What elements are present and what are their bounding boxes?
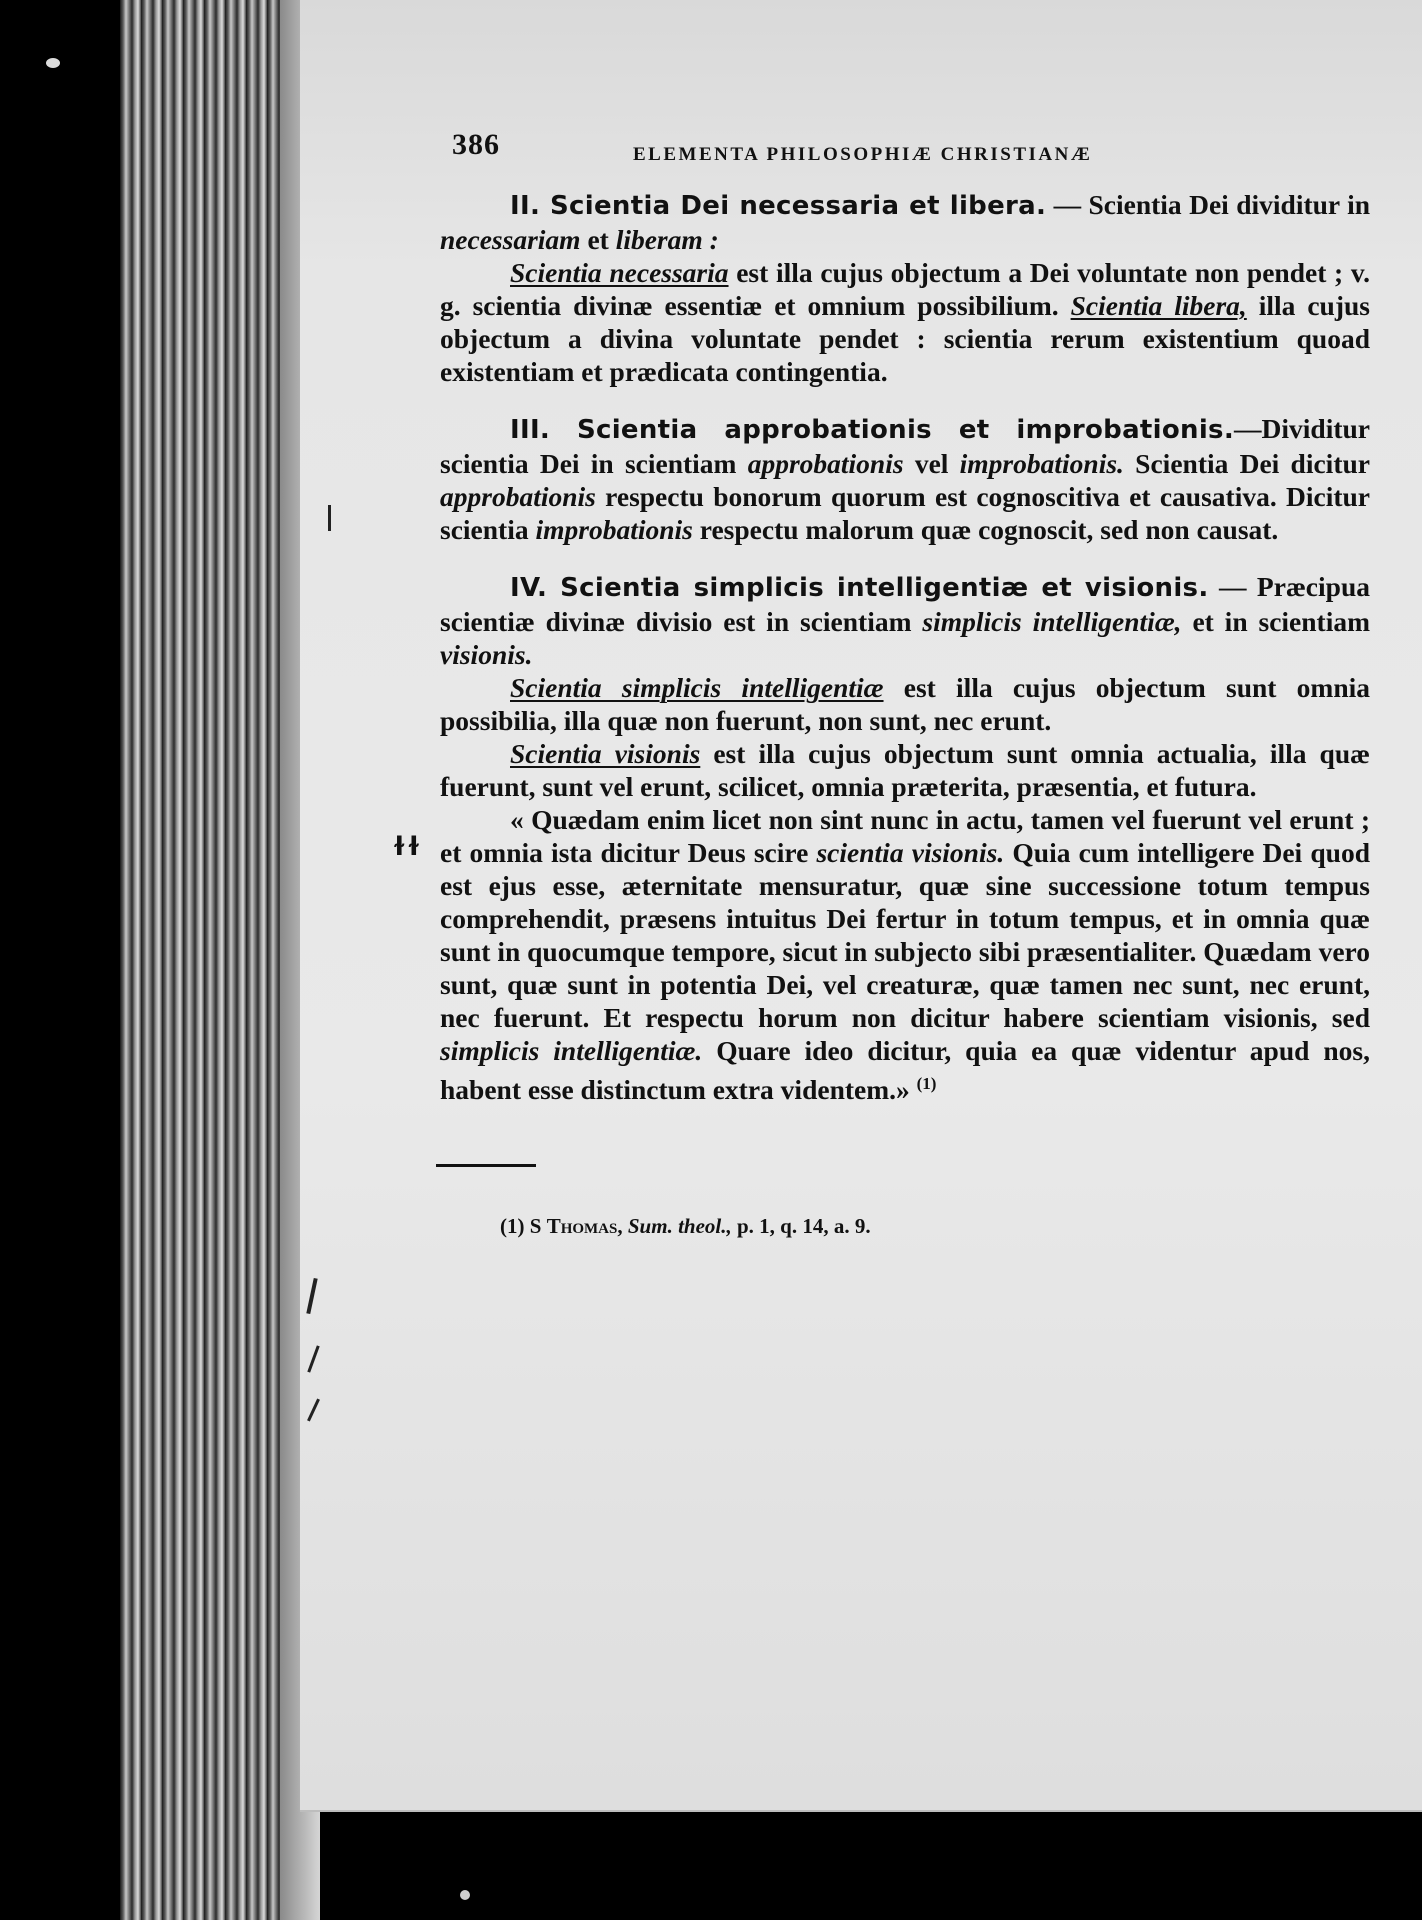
text-run: respectu bonorum quorum est cognoscitiva et causativa. Dicitur scientia bbox=[440, 481, 1370, 545]
text-run: est illa cujus objectum sunt omnia actualia, illa quæ fuerunt, sunt vel erunt, scilicet, omnia præterita, præsentia, et futura. bbox=[440, 738, 1370, 802]
footnote-number: (1) bbox=[500, 1214, 525, 1239]
underlined-term: Scientia simplicis intelligentiæ bbox=[510, 672, 884, 703]
footnote-author-prefix: S bbox=[529, 1214, 542, 1239]
italic-run: simplicis intelligentiæ. bbox=[440, 1035, 703, 1066]
section-iv-intro bbox=[440, 570, 1370, 671]
section-iv-visionis bbox=[440, 737, 1370, 803]
page-number: 386 bbox=[452, 128, 500, 161]
section-iv-quotation bbox=[440, 803, 1370, 1106]
book-binding-edge bbox=[120, 0, 320, 1920]
section-ii-heading: II. Scientia Dei necessaria et libera. bbox=[510, 191, 1047, 221]
italic-run: improbationis. bbox=[959, 448, 1124, 479]
text-run: Quia cum intelligere Dei quod est ejus esse, æternitate mensuratur, quæ sine successione totum tempus comprehendit, præsens intuitus Dei fertur in totum tempus, et in omnia quæ sunt in quocumque tempore, sicut in subjecto sibi præsentialiter. Quædam vero sunt, quæ sunt in potentia Dei, vel creaturæ, quæ tamen nec sunt, nec erunt, nec fuerunt. Et respectu horum non dicitur habere scientiam visionis, sed bbox=[440, 837, 1370, 1033]
footnote-reference[interactable]: (1) bbox=[916, 1074, 937, 1093]
text-run: et bbox=[580, 224, 616, 255]
section-ii bbox=[440, 188, 1370, 388]
section-iii-paragraph bbox=[440, 412, 1370, 546]
footnote-locus: p. 1, q. 14, a. 9. bbox=[737, 1214, 871, 1239]
footnote-author: Thomas, bbox=[546, 1214, 623, 1239]
text-run: « Quædam enim licet non sint nunc in actu, tamen vel fuerunt vel erunt ; et omnia ista dicitur Deus scire bbox=[440, 804, 1370, 868]
underlined-term: Scientia necessaria bbox=[510, 257, 729, 288]
italic-run: necessariam bbox=[440, 224, 581, 255]
section-ii-definitions bbox=[440, 256, 1370, 388]
italic-run: visionis. bbox=[440, 639, 533, 670]
italic-run: liberam : bbox=[615, 224, 719, 255]
section-iii bbox=[440, 412, 1370, 546]
underlined-term: Scientia visionis bbox=[510, 738, 701, 769]
running-head-title: ELEMENTA PHILOSOPHIÆ CHRISTIANÆ bbox=[633, 144, 1093, 165]
text-run: — Præcipua scientiæ divinæ divisio est in scientiam bbox=[440, 571, 1370, 637]
footnote-rule bbox=[436, 1164, 536, 1167]
italic-run: approbationis bbox=[747, 448, 904, 479]
italic-run: improbationis bbox=[535, 514, 693, 545]
text-run: Scientia Dei dicitur bbox=[1123, 448, 1370, 479]
text-run: est illa cujus objectum sunt omnia possibilia, illa quæ non fuerunt, non sunt, nec erunt. bbox=[440, 672, 1371, 736]
italic-run: simplicis intelligentiæ, bbox=[922, 606, 1182, 637]
text-run: —Dividitur scientia Dei in scientiam bbox=[440, 413, 1370, 479]
text-run: illa cujus objectum a divina voluntate pendet : scientia rerum existentium quoad existentiam et prædicata contingentia. bbox=[440, 290, 1370, 387]
margin-pencil-tick bbox=[328, 505, 331, 531]
text-run: vel bbox=[903, 448, 960, 479]
margin-annotation-mark: ɫɫ bbox=[392, 832, 422, 862]
underlined-term: Scientia libera, bbox=[1070, 290, 1247, 321]
section-iv bbox=[440, 570, 1370, 1106]
text-run: — Scientia Dei dividitur in bbox=[1046, 189, 1370, 220]
section-ii-intro bbox=[440, 188, 1370, 256]
footnote-work: Sum. theol., bbox=[627, 1214, 732, 1239]
text-run: Quare ideo dicitur, quia ea quæ videntur apud nos, habent esse distinctum extra videntem.» bbox=[440, 1035, 1370, 1106]
text-run: respectu malorum quæ cognoscit, sed non causat. bbox=[692, 514, 1279, 545]
section-iii-heading: III. Scientia approbationis et improbationis. bbox=[510, 415, 1235, 445]
text-run: est illa cujus objectum a Dei voluntate non pendet ; v. g. scientia divinæ essentiæ et omnium possibilium. bbox=[440, 257, 1370, 321]
page-text-block bbox=[440, 128, 1370, 1239]
book-page bbox=[300, 0, 1422, 1812]
section-iv-heading: IV. Scientia simplicis intelligentiæ et visionis. bbox=[510, 573, 1209, 603]
section-iv-simplicis bbox=[440, 671, 1370, 737]
italic-run: scientia visionis. bbox=[816, 837, 1005, 868]
footnote bbox=[440, 1213, 1370, 1239]
text-run: et in scientiam bbox=[1181, 606, 1371, 637]
italic-run: approbationis bbox=[440, 481, 596, 512]
scan-speck bbox=[46, 58, 60, 68]
running-head bbox=[440, 128, 1370, 176]
scan-speck bbox=[460, 1890, 470, 1900]
